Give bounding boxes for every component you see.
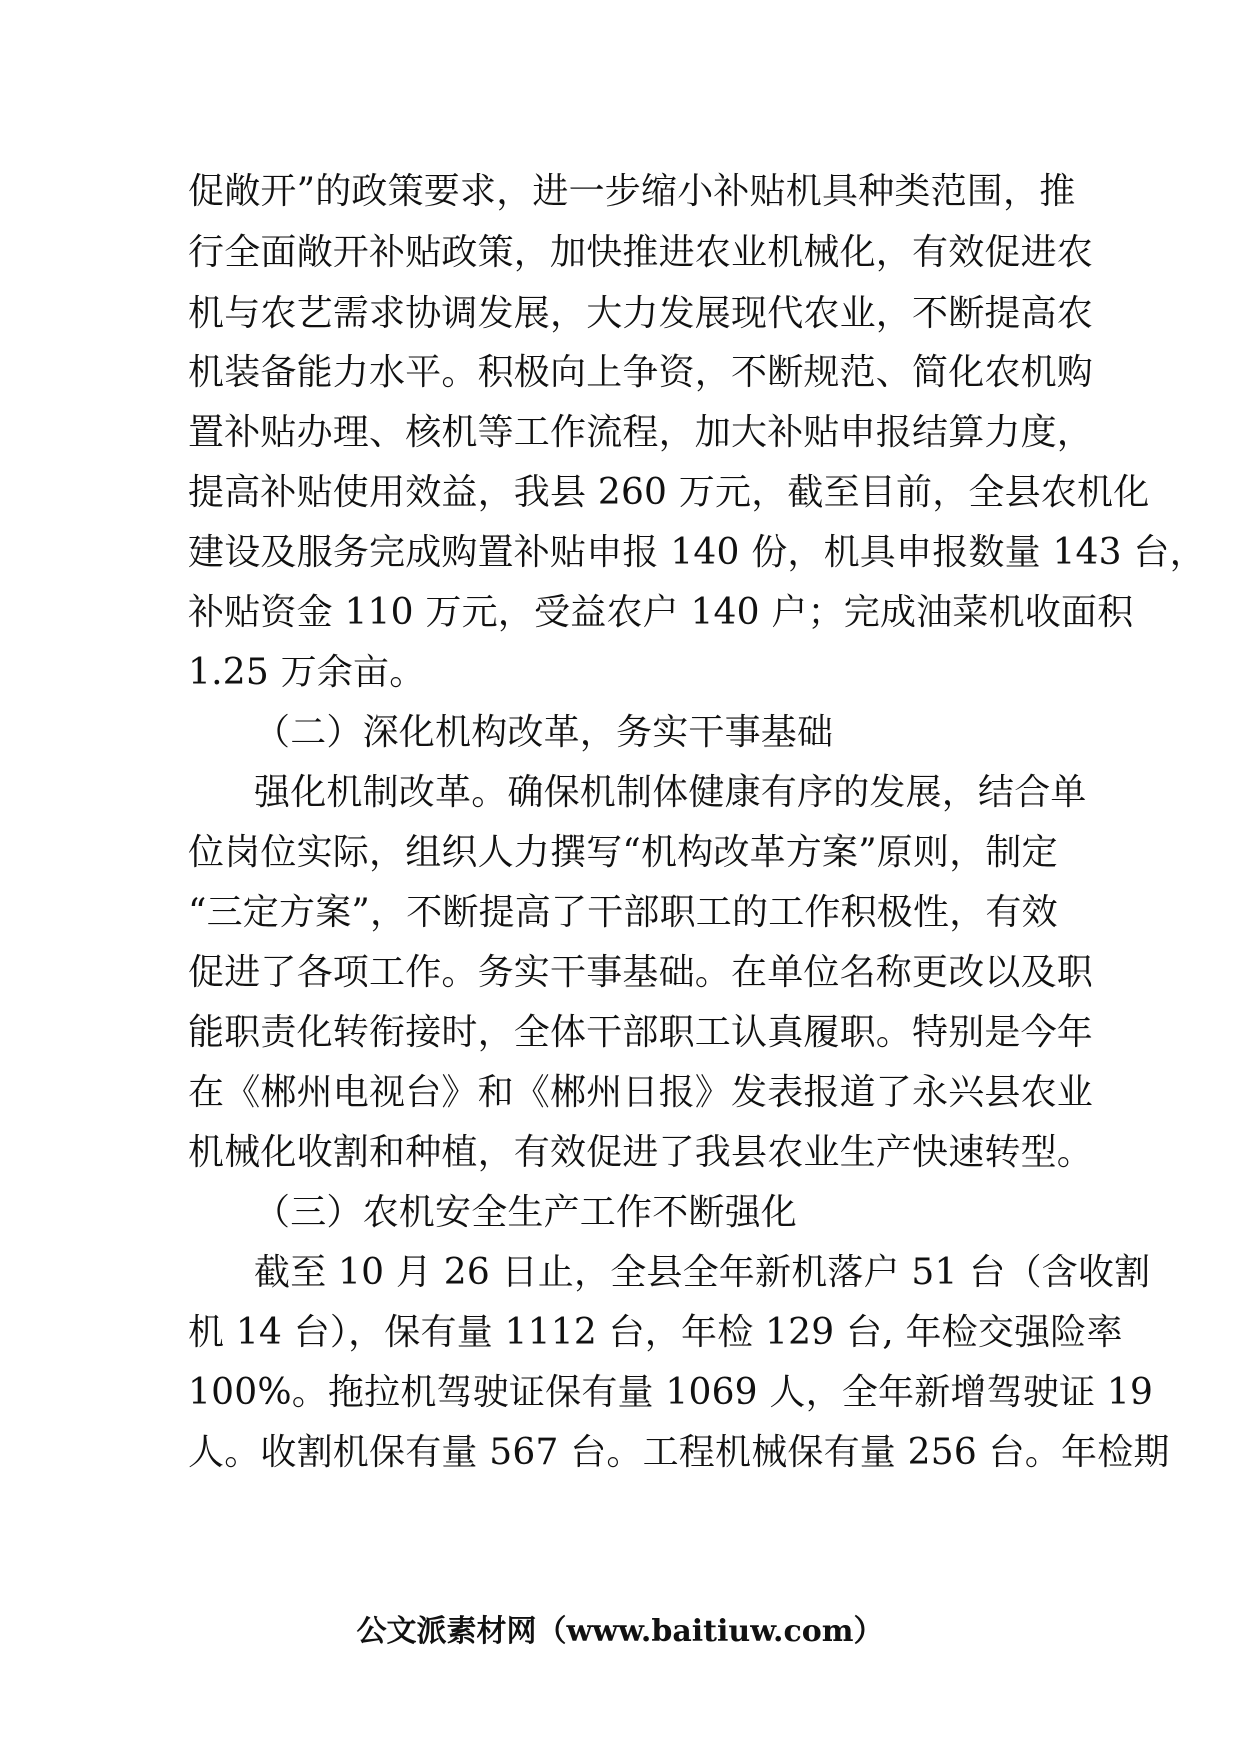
body-line-6: 提高补贴使用效益，我县 260 万元，截至目前，全县农机化 (188, 472, 1150, 513)
body-line-17: 机械化收割和种植，有效促进了我县农业生产快速转型。 (188, 1132, 1094, 1173)
body-line-4: 机装备能力水平。积极向上争资，不断规范、简化农机购 (188, 352, 1094, 393)
footer-watermark: 公文派素材网（www.baitiuw.com） (356, 1614, 884, 1649)
body-line-16: 在《郴州电视台》和《郴州日报》发表报道了永兴县农业 (188, 1072, 1094, 1113)
body-line-15: 能职责化转衔接时，全体干部职工认真履职。特别是今年 (188, 1012, 1094, 1053)
body-line-19: 截至 10 月 26 日止，全县全年新机落户 51 台（含收割 (254, 1252, 1151, 1293)
body-line-20: 机 14 台），保有量 1112 台，年检 129 台, 年检交强险率 (188, 1312, 1123, 1353)
body-line-2: 行全面敞开补贴政策，加快推进农业机械化，有效促进农 (188, 232, 1094, 273)
section-heading-3: （三）农机安全生产工作不断强化 (254, 1192, 798, 1233)
section-heading-2: （二）深化机构改革，务实干事基础 (254, 712, 834, 753)
body-line-3: 机与农艺需求协调发展，大力发展现代农业，不断提高农 (188, 293, 1094, 334)
body-line-11: 强化机制改革。确保机制体健康有序的发展，结合单 (254, 772, 1087, 813)
body-line-14: 促进了各项工作。务实干事基础。在单位名称更改以及职 (188, 952, 1094, 993)
body-line-12: 位岗位实际，组织人力撰写“机构改革方案”原则，制定 (188, 832, 1058, 873)
body-line-9: 1.25 万余亩。 (188, 652, 426, 693)
body-line-5: 置补贴办理、核机等工作流程，加大补贴申报结算力度， (188, 412, 1094, 453)
body-line-1: 促敞开”的政策要求，进一步缩小补贴机具种类范围，推 (188, 171, 1076, 212)
body-line-7: 建设及服务完成购置补贴申报 140 份，机具申报数量 143 台， (188, 532, 1206, 573)
body-line-13: “三定方案”，不断提高了干部职工的工作积极性，有效 (188, 892, 1058, 933)
body-line-8: 补贴资金 110 万元，受益农户 140 户；完成油菜机收面积 (188, 592, 1134, 633)
body-line-22: 人。收割机保有量 567 台。工程机械保有量 256 台。年检期 (188, 1432, 1170, 1473)
body-line-21: 100%。拖拉机驾驶证保有量 1069 人，全年新增驾驶证 19 (188, 1372, 1154, 1413)
